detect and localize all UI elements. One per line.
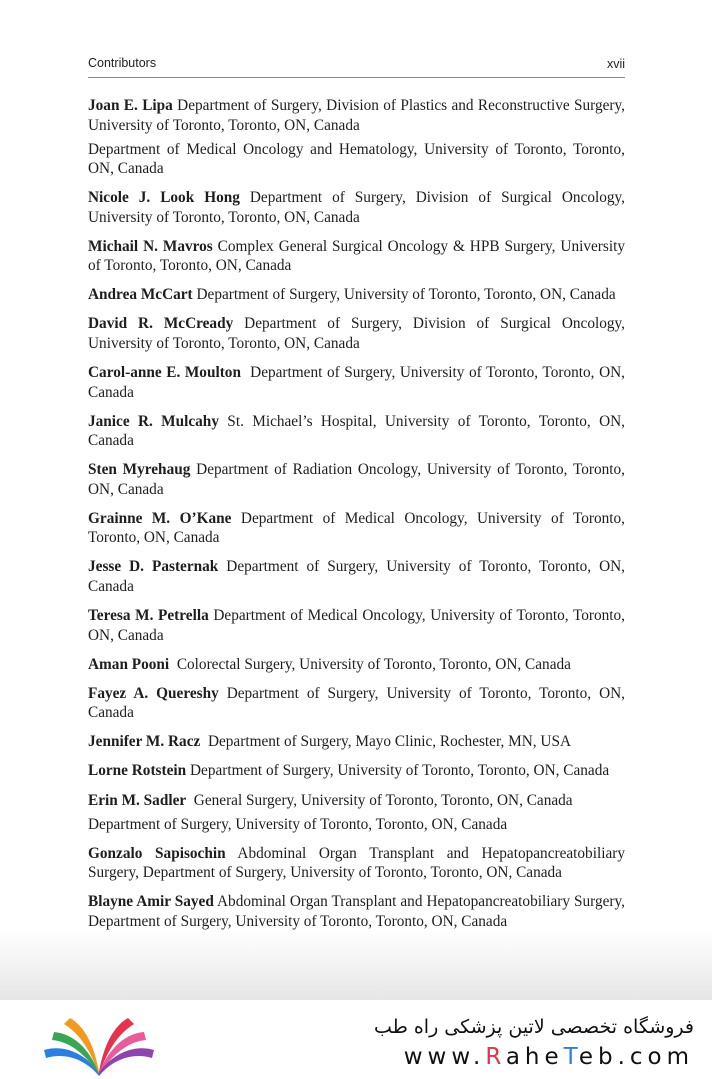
- contributor-name: Aman Pooni: [88, 655, 170, 673]
- contributor-entry: [88, 684, 629, 723]
- watermark-footer: [0, 1000, 712, 1079]
- contributor-entry: [88, 140, 629, 179]
- contributor-entry: [88, 509, 629, 548]
- contributor-name: Joan E. Lipa: [88, 97, 173, 114]
- contributor-name: Andrea McCart: [88, 286, 193, 304]
- contributor-affiliation: Department of Surgery, Mayo Clinic, Rochester, MN, USA: [200, 733, 571, 751]
- contributor-entry: [88, 557, 629, 596]
- contributor-affiliation: Department of Medical Oncology, University of Toronto, Toronto, ON, Canada: [88, 509, 629, 547]
- contributor-entry: [88, 655, 625, 675]
- contributor-entry: [88, 412, 629, 451]
- contributor-entry: [88, 188, 629, 227]
- contributor-affiliation: Department of Surgery, University of Toronto, Toronto, ON, Canada: [88, 558, 629, 595]
- contributor-affiliation: Department of Surgery, Division of Plastics and Reconstructive Surgery, University of Toronto, Toronto, ON, Canada: [88, 97, 629, 134]
- contributor-affiliation: St. Michael’s Hospital, University of Toronto, Toronto, ON, Canada: [88, 412, 629, 450]
- contributor-list: [88, 96, 629, 941]
- url-prefix: www.: [403, 1044, 486, 1070]
- contributor-name: Janice R. Mulcahy: [88, 412, 219, 430]
- url-letter-r: R: [485, 1044, 506, 1070]
- url-letter-t: T: [563, 1044, 579, 1070]
- contributor-entry: [88, 237, 629, 276]
- contributor-affiliation: Colorectal Surgery, University of Toronto, Toronto, ON, Canada: [169, 655, 571, 673]
- contributor-name: Jesse D. Pasternak: [88, 558, 219, 576]
- contributor-name: Sten Myrehaug: [88, 461, 191, 479]
- contributor-name: Carol-anne E. Moulton: [88, 364, 241, 382]
- contributor-name: Teresa M. Petrella: [88, 607, 209, 625]
- contributor-affiliation: Department of Surgery, Division of Surgical Oncology, University of Toronto, Toronto, ON, Canada: [88, 189, 629, 226]
- contributor-entry: [88, 96, 629, 135]
- page-number: xvii: [606, 57, 625, 71]
- contributor-entry: [88, 815, 625, 835]
- contributor-affiliation: Department of Surgery, Division of Surgical Oncology, University of Toronto, Toronto, ON, Canada: [88, 315, 629, 352]
- contributor-entry: [88, 791, 625, 811]
- contributor-affiliation: Department of Surgery, University of Toronto, Toronto, ON, Canada: [88, 684, 629, 722]
- header-rule: [88, 77, 625, 78]
- contributor-name: Blayne Amir Sayed: [88, 893, 214, 911]
- contributor-entry: [88, 460, 629, 499]
- contributor-name: David R. McCready: [88, 315, 234, 333]
- shop-url: [404, 1044, 694, 1070]
- contributor-affiliation: Department of Medical Oncology and Hematology, University of Toronto, Toronto, ON, Canada: [88, 140, 629, 178]
- contributor-affiliation: Complex General Surgical Oncology & HPB Surgery, University of Toronto, Toronto, ON, Canada: [88, 237, 629, 275]
- contributor-name: Nicole J. Look Hong: [88, 189, 240, 207]
- contributor-entry: [88, 363, 629, 402]
- contributor-affiliation: Department of Medical Oncology, University of Toronto, Toronto, ON, Canada: [88, 607, 629, 644]
- contributor-name: Gonzalo Sapisochin: [88, 844, 226, 862]
- contributor-name: Grainne M. O’Kane: [88, 509, 232, 527]
- contributor-entry: [88, 285, 625, 305]
- open-book-fan-logo-icon: [40, 1014, 158, 1078]
- contributor-affiliation: Abdominal Organ Transplant and Hepatopancreatobiliary Surgery, Department of Surgery, University of Toronto, Toronto, ON, Canada: [88, 893, 629, 930]
- running-head-title: Contributors: [88, 56, 157, 70]
- contributor-entry: [88, 606, 629, 645]
- contributor-affiliation: Abdominal Organ Transplant and Hepatopancreatobiliary Surgery, Department of Surgery, University of Toronto, Toronto, ON, Canada: [88, 844, 629, 882]
- contributor-entry: [88, 314, 629, 353]
- contributor-affiliation: Department of Surgery, University of Toronto, Toronto, ON, Canada: [88, 364, 629, 401]
- contributor-name: Lorne Rotstein: [88, 762, 187, 780]
- contributor-affiliation: Department of Surgery, University of Toronto, Toronto, ON, Canada: [186, 762, 610, 780]
- contributor-entry: [88, 761, 625, 781]
- contributor-entry: [88, 844, 629, 883]
- contributor-entry: [88, 732, 625, 752]
- contributor-name: Fayez A. Quereshy: [88, 684, 219, 702]
- contributor-affiliation: Department of Radiation Oncology, University of Toronto, Toronto, ON, Canada: [88, 461, 629, 498]
- contributor-affiliation: General Surgery, University of Toronto, Toronto, ON, Canada: [186, 791, 573, 809]
- contributor-affiliation: Department of Surgery, University of Toronto, Toronto, ON, Canada: [88, 815, 508, 833]
- contributor-entry: [88, 892, 629, 931]
- contributor-name: Erin M. Sadler: [88, 791, 187, 809]
- contributor-name: Michail N. Mavros: [88, 237, 213, 255]
- contributor-affiliation: Department of Surgery, University of Toronto, Toronto, ON, Canada: [192, 286, 616, 304]
- shop-name: فروشگاه تخصصی لاتین پزشکی راه طب: [374, 1016, 694, 1038]
- contributor-name: Jennifer M. Racz: [88, 733, 201, 751]
- url-mid: ahe: [505, 1044, 564, 1070]
- url-suffix: eb.com: [578, 1044, 694, 1070]
- running-head: [88, 54, 625, 74]
